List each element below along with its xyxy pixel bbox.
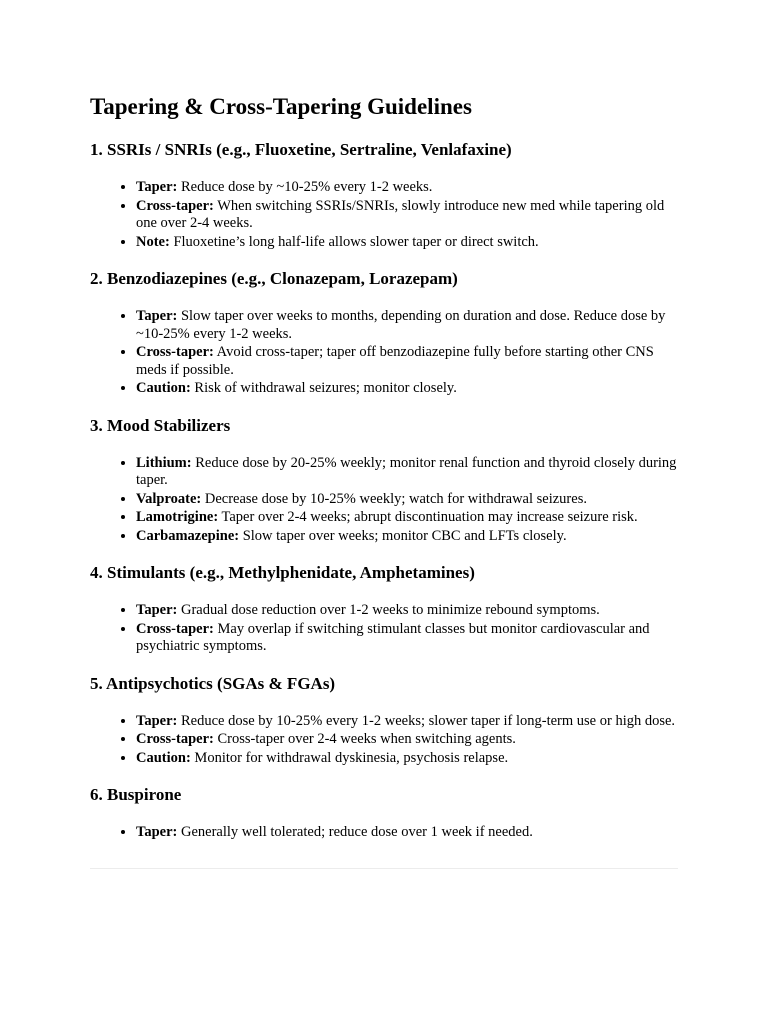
- item-term: Taper:: [136, 179, 178, 195]
- section-heading: 5. Antipsychotics (SGAs & FGAs): [90, 673, 336, 693]
- section-heading: 3. Mood Stabilizers: [90, 415, 231, 435]
- item-term: Taper:: [136, 824, 178, 840]
- section-heading: 6. Buspirone: [90, 785, 182, 804]
- item-text: Cross-taper over 2-4 weeks when switching agents.: [213, 731, 516, 747]
- item-text: Taper over 2-4 weeks; abrupt discontinuation may increase seizure risk.: [218, 509, 638, 525]
- item-text: Reduce dose by ~10-25% every 1-2 weeks.: [177, 179, 433, 195]
- item-text: Slow taper over weeks; monitor CBC and LFTs closely.: [239, 527, 567, 544]
- item-term: Cross-taper:: [136, 620, 214, 637]
- list-item: [136, 491, 678, 509]
- list-item: [136, 824, 678, 842]
- item-text: Generally well tolerated; reduce dose over 1 week if needed.: [177, 824, 533, 840]
- item-text: When switching SSRIs/SNRIs, slowly introduce new med while tapering old one over 2-4 weeks.: [136, 197, 665, 231]
- section-heading: 2. Benzodiazepines (e.g., Clonazepam, Lorazepam): [90, 269, 458, 288]
- list-item: [136, 198, 678, 233]
- bullet-list: [90, 308, 678, 398]
- item-text: Slow taper over weeks to months, depending on duration and dose. Reduce dose by ~10-25% every 1-2 weeks.: [136, 308, 666, 342]
- section-heading: 4. Stimulants (e.g., Methylphenidate, Amphetamines): [90, 563, 475, 582]
- page-title: Tapering & Cross-Tapering Guidelines: [90, 94, 472, 119]
- section-ssris-snris: [90, 139, 678, 251]
- section-buspirone: [90, 784, 678, 842]
- section-mood-stabilizers: [90, 415, 678, 546]
- list-item: [136, 750, 678, 768]
- bullet-list: [90, 713, 678, 768]
- list-item: [136, 731, 678, 749]
- item-text: Reduce dose by 10-25% every 1-2 weeks; slower taper if long-term use or high dose.: [177, 712, 676, 729]
- item-term: Taper:: [136, 712, 178, 729]
- item-term: Taper:: [136, 308, 178, 324]
- list-item: [136, 713, 678, 731]
- list-item: [136, 344, 678, 379]
- item-text: Risk of withdrawal seizures; monitor closely.: [190, 380, 457, 396]
- item-text: May overlap if switching stimulant classes but monitor cardiovascular and psychiatric symptoms.: [136, 620, 650, 654]
- item-term: Valproate:: [136, 490, 202, 507]
- item-text: Reduce dose by 20-25% weekly; monitor renal function and thyroid closely during taper.: [136, 454, 677, 488]
- item-text: Gradual dose reduction over 1-2 weeks to minimize rebound symptoms.: [177, 602, 600, 618]
- list-item: [136, 509, 678, 527]
- item-term: Caution:: [136, 380, 191, 396]
- list-item: [136, 380, 678, 398]
- item-term: Carbamazepine:: [136, 527, 240, 544]
- item-text: Decrease dose by 10-25% weekly; watch for withdrawal seizures.: [201, 490, 587, 507]
- section-heading: 1. SSRIs / SNRIs (e.g., Fluoxetine, Sertraline, Venlafaxine): [90, 140, 512, 159]
- list-item: [136, 308, 678, 343]
- horizontal-divider: [90, 868, 678, 869]
- bullet-list: [90, 179, 678, 251]
- item-term: Cross-taper:: [136, 344, 214, 360]
- item-term: Lamotrigine:: [136, 509, 219, 525]
- item-term: Note:: [136, 233, 170, 250]
- section-benzodiazepines: [90, 268, 678, 398]
- item-term: Lithium:: [136, 454, 192, 471]
- item-term: Taper:: [136, 602, 178, 618]
- list-item: [136, 528, 678, 546]
- section-antipsychotics: [90, 673, 678, 768]
- bullet-list: [90, 824, 678, 842]
- item-term: Caution:: [136, 749, 191, 766]
- item-term: Cross-taper:: [136, 731, 214, 747]
- item-term: Cross-taper:: [136, 197, 214, 214]
- bullet-list: [90, 455, 678, 546]
- list-item: [136, 179, 678, 197]
- item-text: Avoid cross-taper; taper off benzodiazepine fully before starting other CNS meds if possible.: [136, 344, 654, 378]
- item-text: Monitor for withdrawal dyskinesia, psychosis relapse.: [190, 749, 509, 766]
- list-item: [136, 602, 678, 620]
- list-item: [136, 621, 678, 656]
- bullet-list: [90, 602, 678, 656]
- list-item: [136, 455, 678, 490]
- list-item: [136, 234, 678, 252]
- item-text: Fluoxetine’s long half-life allows slower taper or direct switch.: [169, 233, 539, 250]
- section-stimulants: [90, 562, 678, 656]
